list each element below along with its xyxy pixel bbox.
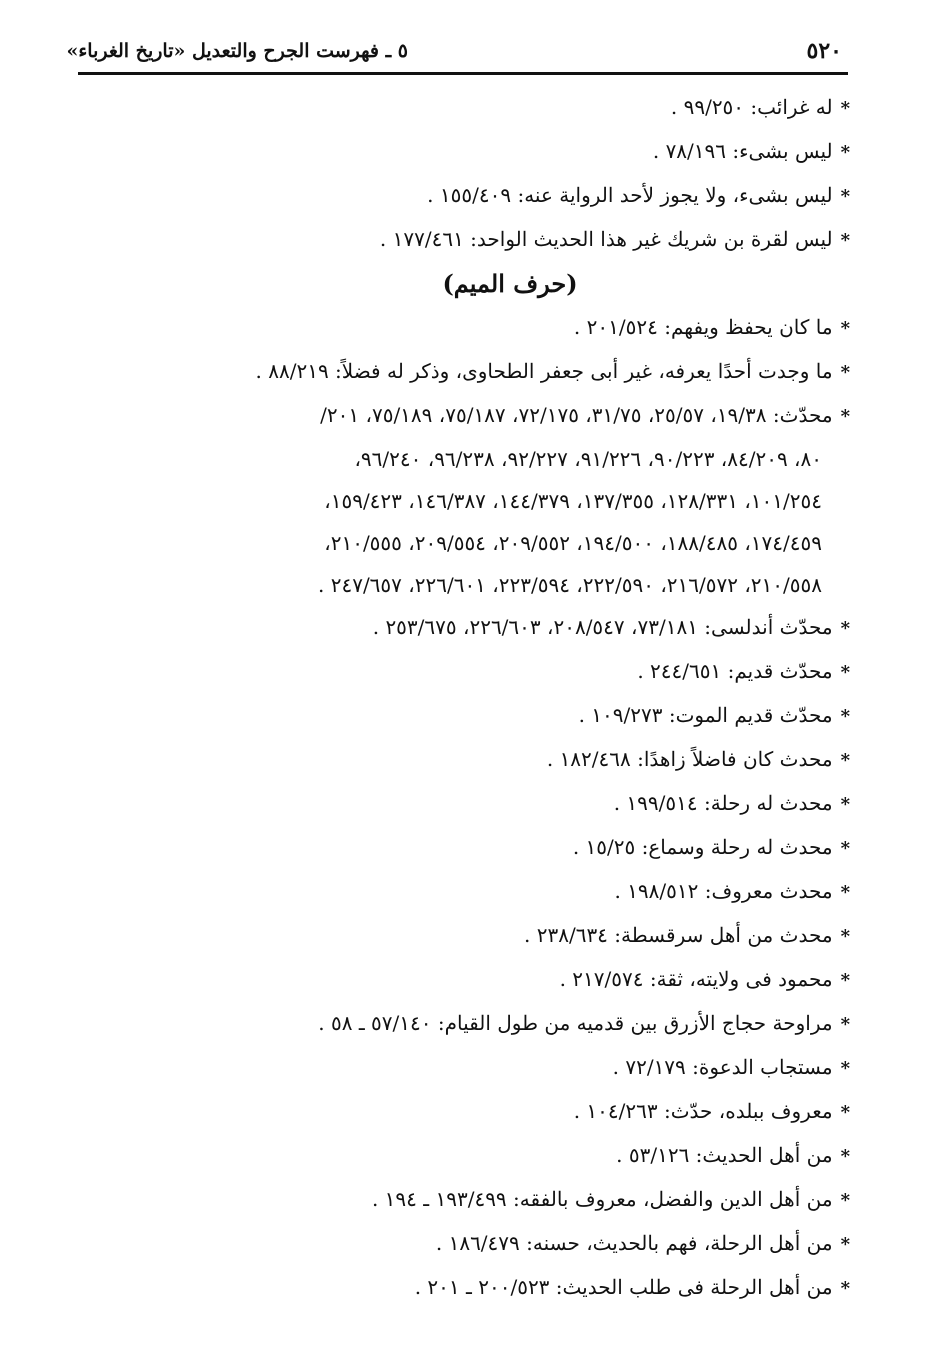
entry-text: من أهل الحديث: ٥٣/١٢٦ .: [616, 1143, 833, 1167]
list-item: [110, 1090, 850, 1134]
list-item: [110, 914, 850, 958]
entry-text: محدّث أندلسى: ٧٣/١٨١، ٢٠٨/٥٤٧، ٢٢٦/٦٠٣، ٢٥٣/٦٧٥ .: [372, 615, 833, 639]
entry-text: محدث كان فاضلاً زاهدًا: ١٨٢/٤٦٨ .: [546, 747, 833, 771]
list-item: [110, 174, 850, 218]
list-item: [110, 86, 850, 130]
entry-text: محدث من أهل سرقسطة: ٢٣٨/٦٣٤ .: [524, 923, 833, 947]
entry-text: محمود فى ولايته، ثقة: ٢١٧/٥٧٤ .: [559, 967, 833, 991]
list-item: [110, 870, 850, 914]
entry-text: مستجاب الدعوة: ٧٢/١٧٩ .: [612, 1055, 833, 1079]
bullet-star: *: [840, 1234, 850, 1255]
bullet-star: *: [840, 662, 850, 683]
bullet-star: *: [840, 142, 850, 163]
bullet-star: *: [840, 186, 850, 207]
entry-line: ١٧٤/٤٥٩، ١٨٨/٤٨٥، ١٩٤/٥٠٠، ٢٠٩/٥٥٢، ٢٠٩/٥٥٤، ٢١٠/٥٥٥،: [324, 531, 822, 555]
entry-text: ليس لقرة بن شريك غير هذا الحديث الواحد: ١٧٧/٤٦١ .: [379, 227, 833, 251]
entry-text: مراوحة حجاج الأزرق بين قدميه من طول القيام: ٥٧/١٤٠ ـ ٥٨ .: [318, 1011, 833, 1035]
bullet-star: *: [840, 794, 850, 815]
bullet-star: *: [840, 706, 850, 727]
list-item: [110, 826, 850, 870]
entry-text: محدّث قديم الموت: ١٠٩/٢٧٣ .: [578, 703, 833, 727]
entry-line: ٢١٠/٥٥٨، ٢١٦/٥٧٢، ٢٢٢/٥٩٠، ٢٢٣/٥٩٤، ٢٢٦/٦٠١، ٢٤٧/٦٥٧ .: [318, 573, 822, 597]
bullet-star: *: [840, 98, 850, 119]
bullet-star: *: [840, 318, 850, 339]
bullet-star: *: [840, 1278, 850, 1299]
entry-text: ما وجدت أحدًا يعرفه، غير أبى جعفر الطحاوى، وذكر له فضلاً: ٨٨/٢١٩ .: [255, 359, 833, 383]
entry-text: محدث له رحلة: ١٩٩/٥١٤ .: [613, 791, 833, 815]
bullet-star: *: [840, 618, 850, 639]
entry-line: ١٠١/٢٥٤، ١٢٨/٣٣١، ١٣٧/٣٥٥، ١٤٤/٣٧٩، ١٤٦/٣٨٧، ١٥٩/٤٢٣،: [324, 489, 822, 513]
bullet-star: *: [840, 1014, 850, 1035]
entry-text: من أهل الدين والفضل، معروف بالفقه: ١٩٣/٤٩٩ ـ ١٩٤ .: [371, 1187, 833, 1211]
bullet-star: *: [840, 926, 850, 947]
entry-text: له غرائب: ٩٩/٢٥٠ .: [670, 95, 833, 119]
list-item: [110, 650, 850, 694]
entry-text: ليس بشىء: ٧٨/١٩٦ .: [652, 139, 833, 163]
bullet-star: *: [840, 1058, 850, 1079]
list-item: [110, 694, 850, 738]
bullet-star: *: [840, 882, 850, 903]
bullet-star: *: [840, 1190, 850, 1211]
bullet-star: *: [840, 1146, 850, 1167]
entry-text: ليس بشىء، ولا يجوز لأحد الرواية عنه: ١٥٥/٤٠٩ .: [427, 183, 833, 207]
entry-text: محدث معروف: ١٩٨/٥١٢ .: [614, 879, 833, 903]
bullet-star: *: [840, 838, 850, 859]
bullet-star: *: [840, 406, 850, 427]
page-number: ٥٢٠: [806, 38, 842, 64]
entry-text: معروف ببلده، حدّث: ١٠٤/٢٦٣ .: [573, 1099, 833, 1123]
entry-text: من أهل الرحلة، فهم بالحديث، حسنه: ١٨٦/٤٧٩ .: [435, 1231, 833, 1255]
bullet-star: *: [840, 1102, 850, 1123]
list-item: [110, 218, 850, 262]
list-item: [110, 1134, 850, 1178]
list-item-muhaddith: [110, 394, 850, 606]
bullet-star: *: [840, 230, 850, 251]
list-item: [110, 350, 850, 394]
bullet-star: *: [840, 362, 850, 383]
list-item: [110, 1002, 850, 1046]
list-item: [110, 130, 850, 174]
entry-text: محدّث قديم: ٢٤٤/٦٥١ .: [637, 659, 833, 683]
page-header: [66, 38, 848, 75]
entry-text: ما كان يحفظ ويفهم: ٢٠١/٥٢٤ .: [573, 315, 833, 339]
list-item: [110, 1046, 850, 1090]
index-entries: [110, 86, 850, 1310]
entry-text: من أهل الرحلة فى طلب الحديث: ٢٠٠/٥٢٣ ـ ٢٠١ .: [414, 1275, 833, 1299]
entry-line: ٨٠، ٨٤/٢٠٩، ٩٠/٢٢٣، ٩١/٢٢٦، ٩٢/٢٢٧، ٩٦/٢٣٨، ٩٦/٢٤٠،: [354, 447, 822, 471]
entry-line: [110, 394, 850, 438]
list-item: [110, 958, 850, 1002]
list-item: [110, 782, 850, 826]
list-item: [110, 606, 850, 650]
bullet-star: *: [840, 970, 850, 991]
running-title: ٥ ـ فهرست الجرح والتعديل «تاريخ الغرباء»: [66, 40, 408, 62]
bullet-star: *: [840, 750, 850, 771]
list-item: [110, 306, 850, 350]
list-item: [110, 1178, 850, 1222]
list-item: [110, 1222, 850, 1266]
entry-text: محدّث: ١٩/٣٨، ٢٥/٥٧، ٣١/٧٥، ٧٢/١٧٥، ٧٥/١٨٧، ٧٥/١٨٩، ٢٠١/: [320, 403, 833, 427]
list-item: [110, 738, 850, 782]
section-heading: (حرف الميم): [442, 269, 578, 298]
list-item: [110, 1266, 850, 1310]
entry-text: محدث له رحلة وسماع: ١٥/٢٥ .: [572, 835, 833, 859]
